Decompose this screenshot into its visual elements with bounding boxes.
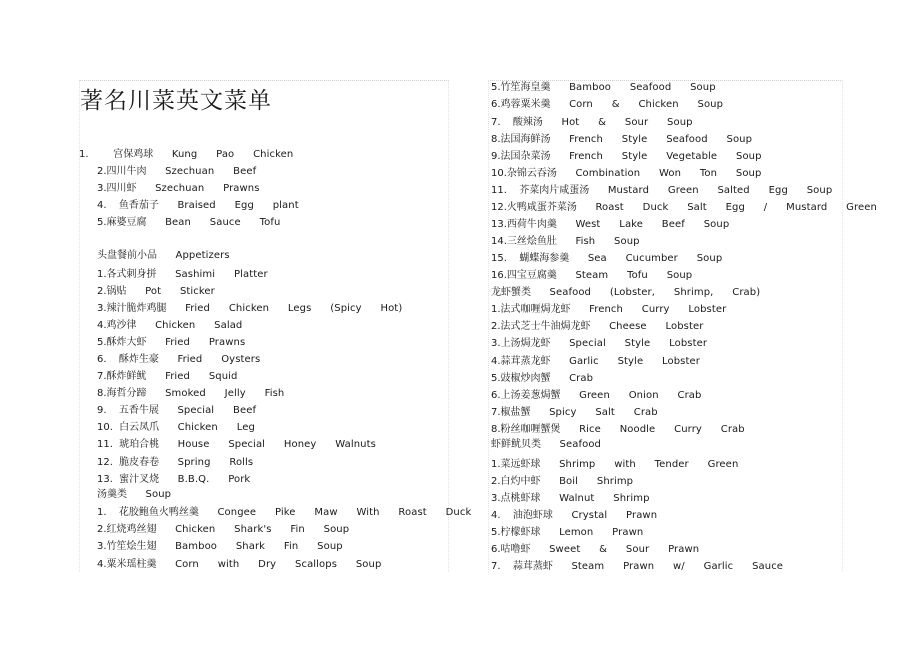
list-item: 5.豉椒炒肉蟹 Crab (491, 373, 594, 384)
list-item: 7.酥炸鲜鱿 Fried Squid (97, 371, 238, 382)
list-item: 4. 油泡虾球 Crystal Prawn (491, 510, 658, 521)
list-item: 1.各式刺身拼 Sashimi Platter (97, 269, 268, 280)
list-item: 1.菜远虾球 Shrimp with Tender Green (491, 459, 739, 470)
list-item: 3.四川虾 Szechuan Prawns (97, 183, 260, 194)
list-item: 3.点桃虾球 Walnut Shrimp (491, 493, 650, 504)
list-item: 11. 琥珀合桃 House Special Honey Walnuts (97, 439, 376, 450)
list-item: 5.麻婆豆腐 Bean Sauce Tofu (97, 217, 281, 228)
list-item: 12. 脆皮春卷 Spring Rolls (97, 457, 254, 468)
section-heading-seafood-shrimp: 虾鲜鱿贝类 Seafood (491, 439, 601, 450)
list-item: 4.粟米瑶柱羹 Corn with Dry Scallops Soup (97, 559, 382, 570)
list-item: 2.白灼中虾 Boil Shrimp (491, 476, 634, 487)
list-item: 5.柠檬虾球 Lemon Prawn (491, 527, 644, 538)
list-item: 3.辣汁脆炸鸡腿 Fried Chicken Legs (Spicy Hot) (97, 303, 403, 314)
list-item: 2.锅贴 Pot Sticker (97, 286, 215, 297)
list-item: 6.咕噜虾 Sweet & Sour Prawn (491, 544, 700, 555)
list-item: 2.红烧鸡丝翅 Chicken Shark's Fin Soup (97, 524, 350, 535)
list-item: 10. 白云凤爪 Chicken Leg (97, 422, 255, 433)
list-item: 4.蒜茸蒸龙虾 Garlic Style Lobster (491, 356, 700, 367)
list-item: 10.杂锦云吞汤 Combination Won Ton Soup (491, 168, 762, 179)
list-item: 5.酥炸大虾 Fried Prawns (97, 337, 246, 348)
list-item: 8.粉丝咖喱蟹煲 Rice Noodle Curry Crab (491, 424, 745, 435)
list-item: 4. 鱼香茄子 Braised Egg plant (97, 200, 299, 211)
page-title: 著名川菜英文菜单 (80, 88, 272, 114)
list-item: 1. 宫保鸡球 Kung Pao Chicken (79, 149, 294, 160)
list-item: 9. 五香牛展 Special Beef (97, 405, 257, 416)
list-item: 4.鸡沙律 Chicken Salad (97, 320, 243, 331)
list-item: 3.竹笙烩生翅 Bamboo Shark Fin Soup (97, 541, 343, 552)
list-item: 13. 蜜汁叉烧 B.B.Q. Pork (97, 474, 251, 485)
list-item: 7.椒盐蟹 Spicy Salt Crab (491, 407, 658, 418)
list-item: 8.海哲分蹄 Smoked Jelly Fish (97, 388, 285, 399)
list-item: 7. 酸辣汤 Hot & Sour Soup (491, 117, 693, 128)
list-item: 7. 蒜茸蒸虾 Steam Prawn w/ Garlic Sauce (491, 561, 784, 572)
list-item: 5.竹笙海皇羹 Bamboo Seafood Soup (491, 82, 716, 93)
list-item: 11. 芥菜肉片咸蛋汤 Mustard Green Salted Egg Soup (491, 185, 833, 196)
section-heading-soup: 汤羹类 Soup (97, 489, 172, 500)
section-heading-appetizers: 头盘餐前小品 Appetizers (97, 250, 230, 261)
list-item: 16.四宝豆腐羹 Steam Tofu Soup (491, 270, 693, 281)
section-heading-seafood-lobster: 龙虾蟹类 Seafood (Lobster, Shrimp, Crab) (491, 287, 761, 298)
list-item: 2.四川牛肉 Szechuan Beef (97, 166, 257, 177)
list-item: 6.鸡蓉粟米羹 Corn & Chicken Soup (491, 99, 724, 110)
list-item: 1. 花胶鲍鱼火鸭丝羹 Congee Pike Maw With Roast Duck (97, 507, 472, 518)
list-item: 13.西荷牛肉羹 West Lake Beef Soup (491, 219, 730, 230)
list-item: 9.法国杂菜汤 French Style Vegetable Soup (491, 151, 762, 162)
list-item: 1.法式咖喱焗龙虾 French Curry Lobster (491, 304, 727, 315)
list-item: 8.法国海鲜汤 French Style Seafood Soup (491, 134, 753, 145)
list-item: 14.三丝烩鱼肚 Fish Soup (491, 236, 640, 247)
list-item: 6.上汤姜葱焗蟹 Green Onion Crab (491, 390, 702, 401)
list-item: 12.火鸭咸蛋芥菜汤 Roast Duck Salt Egg / Mustard Green (491, 202, 877, 213)
list-item: 6. 酥炸生豪 Fried Oysters (97, 354, 261, 365)
list-item: 3.上汤焗龙虾 Special Style Lobster (491, 338, 708, 349)
list-item: 2.法式芝士牛油焗龙虾 Cheese Lobster (491, 321, 704, 332)
list-item: 15. 蝴蝶海参羹 Sea Cucumber Soup (491, 253, 723, 264)
